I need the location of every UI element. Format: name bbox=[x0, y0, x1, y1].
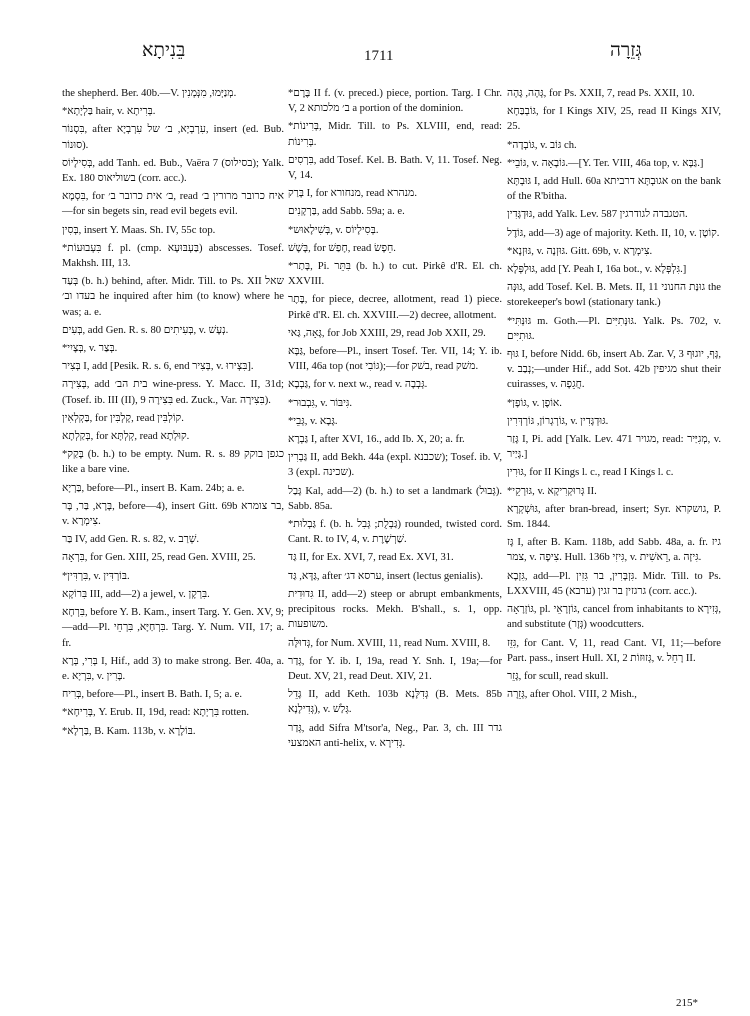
dictionary-entry: גַּד II, for Ex. XVI, 7, read Ex. XVI, 31. bbox=[288, 552, 454, 564]
dictionary-entry: *גּוֹבְדָה, v. גּוֹב ch. bbox=[507, 139, 577, 151]
dictionary-entry: *בָּתַר, Pi. בִּתֵּר (b. h.) to cut. Pirkê d'R. El. ch. XXVIII. bbox=[288, 261, 502, 288]
dictionary-entry: גְּזֵרָה, after Ohol. VIII, 2 Mish., bbox=[507, 689, 637, 701]
dictionary-entry: בָּשָׁשׁ, for חָפַשׁ, read חֵפָשׂ. bbox=[288, 242, 396, 254]
dictionary-entry: *בַּרְלָא, B. Kam. 113b, v. בּוֹלָרָא. bbox=[62, 725, 196, 737]
dictionary-entry: *בִּעְבוּעוֹת f. pl. (cmp. בַּעְבּוּעָא) abscesses. Tosef. Makhsh. III, 13. bbox=[62, 242, 285, 270]
dictionary-entry: בְּצִיר I, add [Pesik. R. s. 6, end בְּצִיר, v. בִּצְירוּ]. bbox=[62, 361, 254, 373]
dictionary-entry: גִּדוּדִית II, add—2) steep or abrupt embankments, precipitous rocks. Mekh. B'shall., s. 1, opp. משופעות. bbox=[288, 588, 502, 631]
dictionary-entry: בִּרְסִים, add Tosef. Kel. B. Bath. V, 11. Tosef. Neg. V, 14. bbox=[288, 154, 502, 182]
dictionary-entry: *גּוּרְקֵי, v. גְּרוּקְרִיקָא II. bbox=[507, 485, 597, 497]
dictionary-entry: *גַּבְלוּת f. (b. h. גַּבְלֻת; גְּבִל) rounded, twisted cord. Cant. R. to IV, 4, v. שַׁרְשֶׁרֶת. bbox=[288, 519, 502, 546]
dictionary-entry: *גּוֹבֵי, v. גּוֹבָאָה.—[Y. Ter. VIII, 46a top, v. גַּבָּא.] bbox=[507, 157, 704, 169]
dictionary-entry: גּוּדְגָּדִין, add Yalk. Lev. 587 הטגבדה לגודרגין. bbox=[507, 209, 688, 221]
dictionary-entry: בְּעִים, add Gen. R. s. 80 בְּעִיתִים, v. נְעָשׁ. bbox=[62, 324, 229, 336]
dictionary-entry: the shepherd. Ber. 40b.—V. מְנַיְּמוּ, מִנְּמְנִין. bbox=[62, 88, 237, 99]
running-head-right: גְּזֵרָה bbox=[610, 40, 642, 61]
dictionary-entry: בְּסִין, insert Y. Maas. Sh. IV, 55c top. bbox=[62, 224, 216, 236]
dictionary-entry: גַּדָּא, גַּד, after ערסא דג׳, insert (lectus genialis). bbox=[288, 570, 483, 582]
dictionary-entry: בֶּתֶר, for piece, decree, allotment, read 1) piece. Pirkê d'R. El. ch. XXVIII.—2) decree, allotment. bbox=[288, 294, 502, 321]
signature-mark: 215* bbox=[676, 997, 698, 1009]
dictionary-entry: גּוֹרְגְרוֹן, גּוֹרְדְּרִין, v. גּוּדְגָּדִין. bbox=[507, 415, 609, 427]
dictionary-entry: גַּבְבָא, for v. next w., read v. גְּבְבָה. bbox=[288, 379, 428, 391]
dictionary-entry: גּוּבְתָּא I, add Hull. 60a אגוּבְתָּא דרביתא on the bank of the R'bitha. bbox=[507, 176, 721, 203]
dictionary-entry: גָּזַר I, Pi. add [Yalk. Lev. 471 מגויר, read: מְגִיַּיר, v. גָּיַיר.] bbox=[507, 434, 721, 461]
dictionary-entry: בְּצִירָה, add בית הב׳ wine-press. Y. Macc. II, 31d; (Tosef. ib. III (II), 9 בִּצִירָה ed. Zuck., Var. בִּצִירָה). bbox=[62, 379, 284, 406]
dictionary-entry: גּוֹדֶל, add—3) age of majority. Keth. II, 10, v. קוֹטָן. bbox=[507, 227, 720, 239]
dictionary-entry: בָּרַק I, for מנחורא, read מנהרא. bbox=[288, 188, 417, 200]
dictionary-entry: גּוֹבְבַּחָא, for I Kings XIV, 25, read II Kings XIV, 25. bbox=[507, 106, 721, 133]
dictionary-entry: *בַּלְיָתָא hair, v. בְּרִיתָא. bbox=[62, 106, 156, 118]
column-2 bbox=[288, 86, 502, 754]
dictionary-entry: בְּעַד (b. h.) behind, after. Midr. Till. to Ps. XII שאל בעדו וב׳ he inquired after him (to know) where he was; a. e. bbox=[62, 276, 284, 318]
running-head-left: בֵּנִיתָא bbox=[142, 40, 186, 61]
dictionary-entry: *בִּרְדִּין, v. בּוֹרְדִּין. bbox=[62, 570, 130, 582]
dictionary-entry: גּוּשְׁקְרָא, after bran-bread, insert; Syr. גושקרא, P. Sm. 1844. bbox=[507, 503, 722, 531]
dictionary-entry: בַּקְלְאִין, for קָלְבִּין, read קוֹלְבִּין. bbox=[62, 412, 184, 424]
dictionary-entry: גּוֹזְרָאָה, pl. גּוֹזְרָאֵי, cancel from inhabitants to גְּזִירָא, and substitute (גְּזָר) woodcutters. bbox=[507, 604, 721, 631]
dictionary-entry: בְּסִילָיוֹס, add Tanh. ed. Bub., Vaëra 7 (בסילוס); Yalk. Ex. 180 בשוליאוס (corr. acc.). bbox=[62, 157, 284, 185]
dictionary-entry: גַּבָּא, before—Pl., insert Tosef. Ter. VII, 14; Y. ib. VIII, 46a top (not גּוֹבִי);—for בשׁק, read משׁק. bbox=[288, 346, 502, 373]
dictionary-entry: גַּבְרִין II, add Bekh. 44a (expl. שכבנא); Tosef. ib. V, 3 (expl. שכינה). bbox=[288, 452, 502, 479]
dictionary-entry: בַּרְיָא, before—Pl., insert B. Kam. 24b; a. e. bbox=[62, 482, 245, 494]
dictionary-entry: *בְּרִינוֹת, Midr. Till. to Ps. XLVIII, end, read: בְּרִינוֹת. bbox=[288, 121, 502, 148]
dictionary-entry: גְּדוּלָּה, for Num. XVIII, 11, read Num. XVIII, 8. bbox=[288, 637, 491, 649]
dictionary-entry: גַּבְרָא I, after XVI, 16., add Ib. X, 20; a. fr. bbox=[288, 434, 465, 446]
dictionary-entry: גִּזְבָא, add—Pl. גִּזְבָּרִין, בר גִּזִין. Midr. Till. to Ps. LXXVIII, 45 (ערבא) גרגזין בר זגין (corr. acc.). bbox=[507, 570, 721, 597]
dictionary-entry: *בָּקַק (b. h.) to be empty. Num. R. s. 89 כגפן בוקק like a bare vine. bbox=[62, 449, 284, 476]
dictionary-entry: גִּזֵּז, for Cant. V, 11, read Cant. VI, 11;—before Part. pass., insert Hull. XI, 2 גְּזוּזוֹת, v. רָחֵל II. bbox=[507, 637, 721, 664]
dictionary-entry: בִּסְמָא, for ב׳ אית כרובר ב׳, read איח כרובר מרורין ב׳—for sin begets sin, read evil begets evil. bbox=[62, 191, 284, 218]
dictionary-entry: גְּהָה, גָּהָה, for Ps. XXII, 7, read Ps. XXII, 10. bbox=[507, 88, 695, 99]
dictionary-entry: *בְּרִיחָא, Y. Erub. II, 19d, read: בִּרְיְתָא rotten. bbox=[62, 707, 250, 719]
dictionary-entry: *בֶּרֶם II f. (v. preced.) piece, portion. Targ. I Chr. V, 2 ב׳ מלכותא a portion of the dominion. bbox=[288, 88, 502, 115]
dictionary-entry: בִּרוֹקָא III, add—2) a jewel, v. בִּרְקָן. bbox=[62, 588, 210, 600]
dictionary-entry: גָּדֵל II, add Keth. 103b גְּדִלָּנָא (B. Mets. 85b גְּדִילָנָא), v. גְּלַשׁ. bbox=[288, 689, 503, 716]
dictionary-entry: בַּר IV, add Gen. R. s. 82, v. שְׁרַב. bbox=[62, 534, 200, 546]
dictionary-entry: *גּוּנְּתִּי m. Goth.—Pl. גּוּנְּתִיִּים. Yalk. Ps. 702, v. גּוּתִיִּים. bbox=[507, 315, 721, 342]
dictionary-entry: *גְּבֵי, v. גָּבָא. bbox=[288, 415, 338, 427]
dictionary-entry: בָּרָא, בַּר, בָּר, before—4), insert Gitt. 69b בר צומרא, v. צִימְרָא. bbox=[62, 500, 284, 528]
dictionary-entry: בְּרִיח, before—Pl., insert B. Bath. I, 5; a. e. bbox=[62, 689, 242, 701]
dictionary-entry: בְּרִי, בְּרָא I, Hif., add 3) to make strong. Ber. 40a, a. e. בִּרְיָא, v. בָּרִין. bbox=[62, 655, 284, 682]
dictionary-entry: גְּדַר, for Y. ib. I, 19a, read Y. Snh. I, 19a;—for Deut. XV, 21, read Deut. XIV, 21. bbox=[288, 655, 502, 682]
dictionary-entry: גָּזֵר, for scull, read skull. bbox=[507, 670, 609, 682]
page-number: 1711 bbox=[364, 48, 394, 64]
dictionary-entry: *גּוּזְנָא, v. גּוּזְנָה. Gitt. 69b, v. צִימְרָא. bbox=[507, 245, 653, 257]
dictionary-entry: *גּוֹפָן, v. אוֹפֶן. bbox=[507, 397, 562, 409]
dictionary-entry: בְּקַלְתָא, for קְלְתָּא, read קוּלְתָא. bbox=[62, 431, 190, 443]
dictionary-entry: גָּאָה, גַּאי, for Job XXIII, 29, read Job XXII, 29. bbox=[288, 327, 486, 339]
dictionary-entry: גָּז I, after B. Kam. 118b, add Sabb. 48a, a. fr. גיז צמר, v. צִיפָה. Hull. 136b גִּיזִי, v. רֵאשִׁית, a. גִּיזָה. bbox=[507, 537, 721, 564]
dictionary-entry: בִּרְאָה, for Gen. XIII, 25, read Gen. XVIII, 25. bbox=[62, 552, 256, 564]
dictionary-entry: גּוּרִין, for II Kings l. c., read I Kings l. c. bbox=[507, 467, 674, 479]
dictionary-entry: בִּרְחָא, before Y. B. Kam., insert Targ. Y. Gen. XV, 9;—add—Pl. בִּרְחַיָּא, בִּרְחֵי. Targ. Y. Num. VII, 17; a. fr. bbox=[62, 607, 284, 649]
dictionary-entry: *גִּבְבוּר, v. גִּיבּוֹר. bbox=[288, 397, 353, 409]
dictionary-entry: *בְּצָיִי, v. בְּצַר. bbox=[62, 343, 118, 355]
dictionary-entry: בִּסְנוֹר, after עִרְבְיָא, ב׳ של עִרְבְיָא, insert (ed. Bub. סוּנוֹר). bbox=[62, 124, 284, 151]
dictionary-entry: גָּבַל Kal, add—2) (b. h.) to set a landmark (גְּבוּל). Sabb. 85a. bbox=[288, 485, 502, 512]
dictionary-entry: גּוּלְפְּלָא, add [Y. Peah I, 16a bot., v. גִּלְפְּלָא.] bbox=[507, 264, 687, 276]
dictionary-entry: גּוּף I, before Nidd. 6b, insert Ab. Zar. V, 3 גָּף, יוגוּף, v. נְבַב;—under Hif., add Sot. 42b מגיפין shut their cuirasses, v. חֲגֵפָה. bbox=[507, 349, 722, 391]
dictionary-entry: גְּדַר, add Sifra M'tsor'a, Neg., Par. 3, ch. III גדר האמצעי anti-helix, v. גְּדִירָא. bbox=[288, 722, 502, 749]
dictionary-entry: בַּרְקָנִים, add Sabb. 59a; a. e. bbox=[288, 206, 405, 218]
dictionary-entry: *בְּשִׁילָאוּש, v. בְּסִילָיוֹס. bbox=[288, 224, 379, 236]
column-1 bbox=[62, 86, 284, 742]
dictionary-entry: גּוּנְּה, add Tosef. Kel. B. Mets. II, 11 גוּנַּת החנוני the storekeeper's bowl (stationary tank.) bbox=[507, 282, 721, 309]
column-3 bbox=[507, 86, 721, 705]
